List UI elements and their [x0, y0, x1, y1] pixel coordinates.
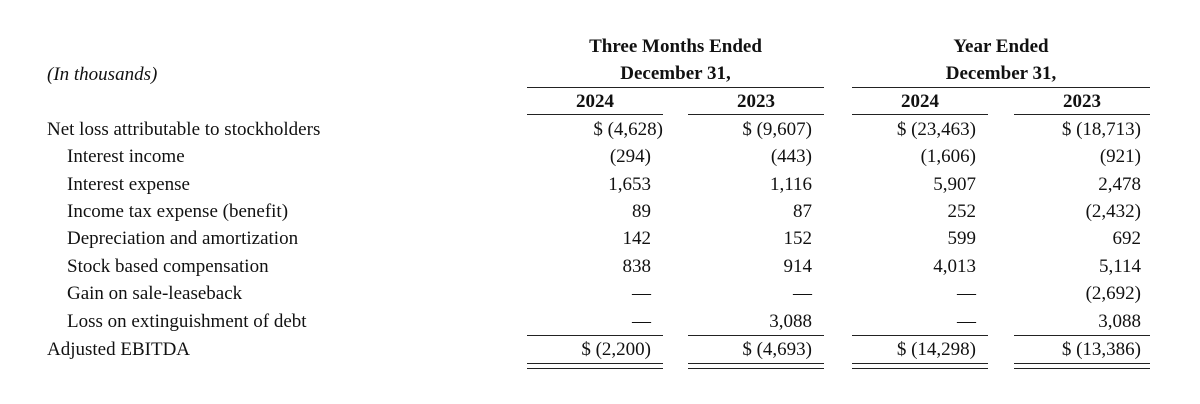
column-header-y-2023: 2023	[1063, 91, 1101, 112]
cell-interest-expense-q-2023: 1,116	[769, 174, 812, 195]
cell-stock-comp-q-2024: 838	[622, 256, 651, 277]
cell-interest-expense-y-2023: 2,478	[1098, 174, 1141, 195]
cell-stock-comp-q-2023: 914	[783, 256, 812, 277]
cell-income-tax-q-2024: 89	[632, 201, 651, 222]
cell-gain-leaseback-y-2023: (2,692)	[1085, 283, 1141, 304]
column-rule-q-2023	[688, 114, 824, 115]
cell-gain-leaseback-q-2023: —	[793, 283, 812, 304]
cell-depreciation-q-2024: 142	[622, 228, 651, 249]
column-rule-y-2023	[1014, 114, 1150, 115]
subtotal-rule-y-2024	[852, 335, 988, 336]
group-header-year-line1: Year Ended	[953, 36, 1049, 57]
column-rule-q-2024	[527, 114, 663, 115]
cell-interest-expense-y-2024: 5,907	[933, 174, 976, 195]
cell-net-loss-y-2023: $ (18,713)	[1061, 119, 1141, 140]
cell-income-tax-y-2023: (2,432)	[1085, 201, 1141, 222]
cell-income-tax-q-2023: 87	[793, 201, 812, 222]
cell-gain-leaseback-q-2024: —	[632, 283, 651, 304]
cell-depreciation-y-2023: 692	[1112, 228, 1141, 249]
cell-loss-extinguishment-q-2023: 3,088	[769, 311, 812, 332]
cell-stock-comp-y-2023: 5,114	[1098, 256, 1141, 277]
row-label-adjusted-ebitda: Adjusted EBITDA	[47, 339, 191, 360]
row-label-interest-income: Interest income	[67, 146, 185, 167]
cell-loss-extinguishment-q-2024: —	[632, 311, 651, 332]
total-double-rule-y-2023	[1014, 363, 1150, 369]
subtotal-rule-q-2023	[688, 335, 824, 336]
group-rule-three-months	[527, 87, 824, 88]
cell-stock-comp-y-2024: 4,013	[933, 256, 976, 277]
row-label-depreciation: Depreciation and amortization	[67, 228, 299, 249]
cell-adjusted-ebitda-q-2024: $ (2,200)	[581, 339, 651, 360]
row-label-net-loss: Net loss attributable to stockholders	[47, 119, 321, 140]
cell-interest-income-y-2023: (921)	[1099, 146, 1141, 167]
group-header-year-line2: December 31,	[945, 63, 1057, 84]
column-header-y-2024: 2024	[901, 91, 939, 112]
cell-income-tax-y-2024: 252	[947, 201, 976, 222]
row-label-stock-comp: Stock based compensation	[67, 256, 269, 277]
total-double-rule-q-2024	[527, 363, 663, 369]
cell-net-loss-q-2024: $ (4,628)	[593, 119, 663, 140]
cell-adjusted-ebitda-q-2023: $ (4,693)	[742, 339, 812, 360]
column-header-q-2024: 2024	[576, 91, 614, 112]
cell-loss-extinguishment-y-2024: —	[957, 311, 976, 332]
row-label-income-tax: Income tax expense (benefit)	[67, 201, 289, 222]
row-label-gain-leaseback: Gain on sale-leaseback	[67, 283, 243, 304]
row-label-interest-expense: Interest expense	[67, 174, 190, 195]
column-rule-y-2024	[852, 114, 988, 115]
group-header-three-months-line1: Three Months Ended	[589, 36, 762, 57]
row-label-loss-extinguishment: Loss on extinguishment of debt	[67, 311, 307, 332]
units-label: (In thousands)	[47, 64, 158, 85]
group-header-three-months-line2: December 31,	[620, 63, 731, 84]
column-header-q-2023: 2023	[737, 91, 775, 112]
cell-adjusted-ebitda-y-2023: $ (13,386)	[1061, 339, 1141, 360]
cell-interest-income-q-2023: (443)	[770, 146, 812, 167]
cell-interest-income-y-2024: (1,606)	[920, 146, 976, 167]
total-double-rule-y-2024	[852, 363, 988, 369]
cell-gain-leaseback-y-2024: —	[957, 283, 976, 304]
total-double-rule-q-2023	[688, 363, 824, 369]
cell-adjusted-ebitda-y-2024: $ (14,298)	[896, 339, 976, 360]
group-rule-year	[852, 87, 1150, 88]
cell-depreciation-y-2024: 599	[947, 228, 976, 249]
subtotal-rule-y-2023	[1014, 335, 1150, 336]
cell-net-loss-y-2024: $ (23,463)	[896, 119, 976, 140]
cell-net-loss-q-2023: $ (9,607)	[742, 119, 812, 140]
subtotal-rule-q-2024	[527, 335, 663, 336]
cell-loss-extinguishment-y-2023: 3,088	[1098, 311, 1141, 332]
cell-interest-income-q-2024: (294)	[609, 146, 651, 167]
cell-interest-expense-q-2024: 1,653	[608, 174, 651, 195]
cell-depreciation-q-2023: 152	[783, 228, 812, 249]
